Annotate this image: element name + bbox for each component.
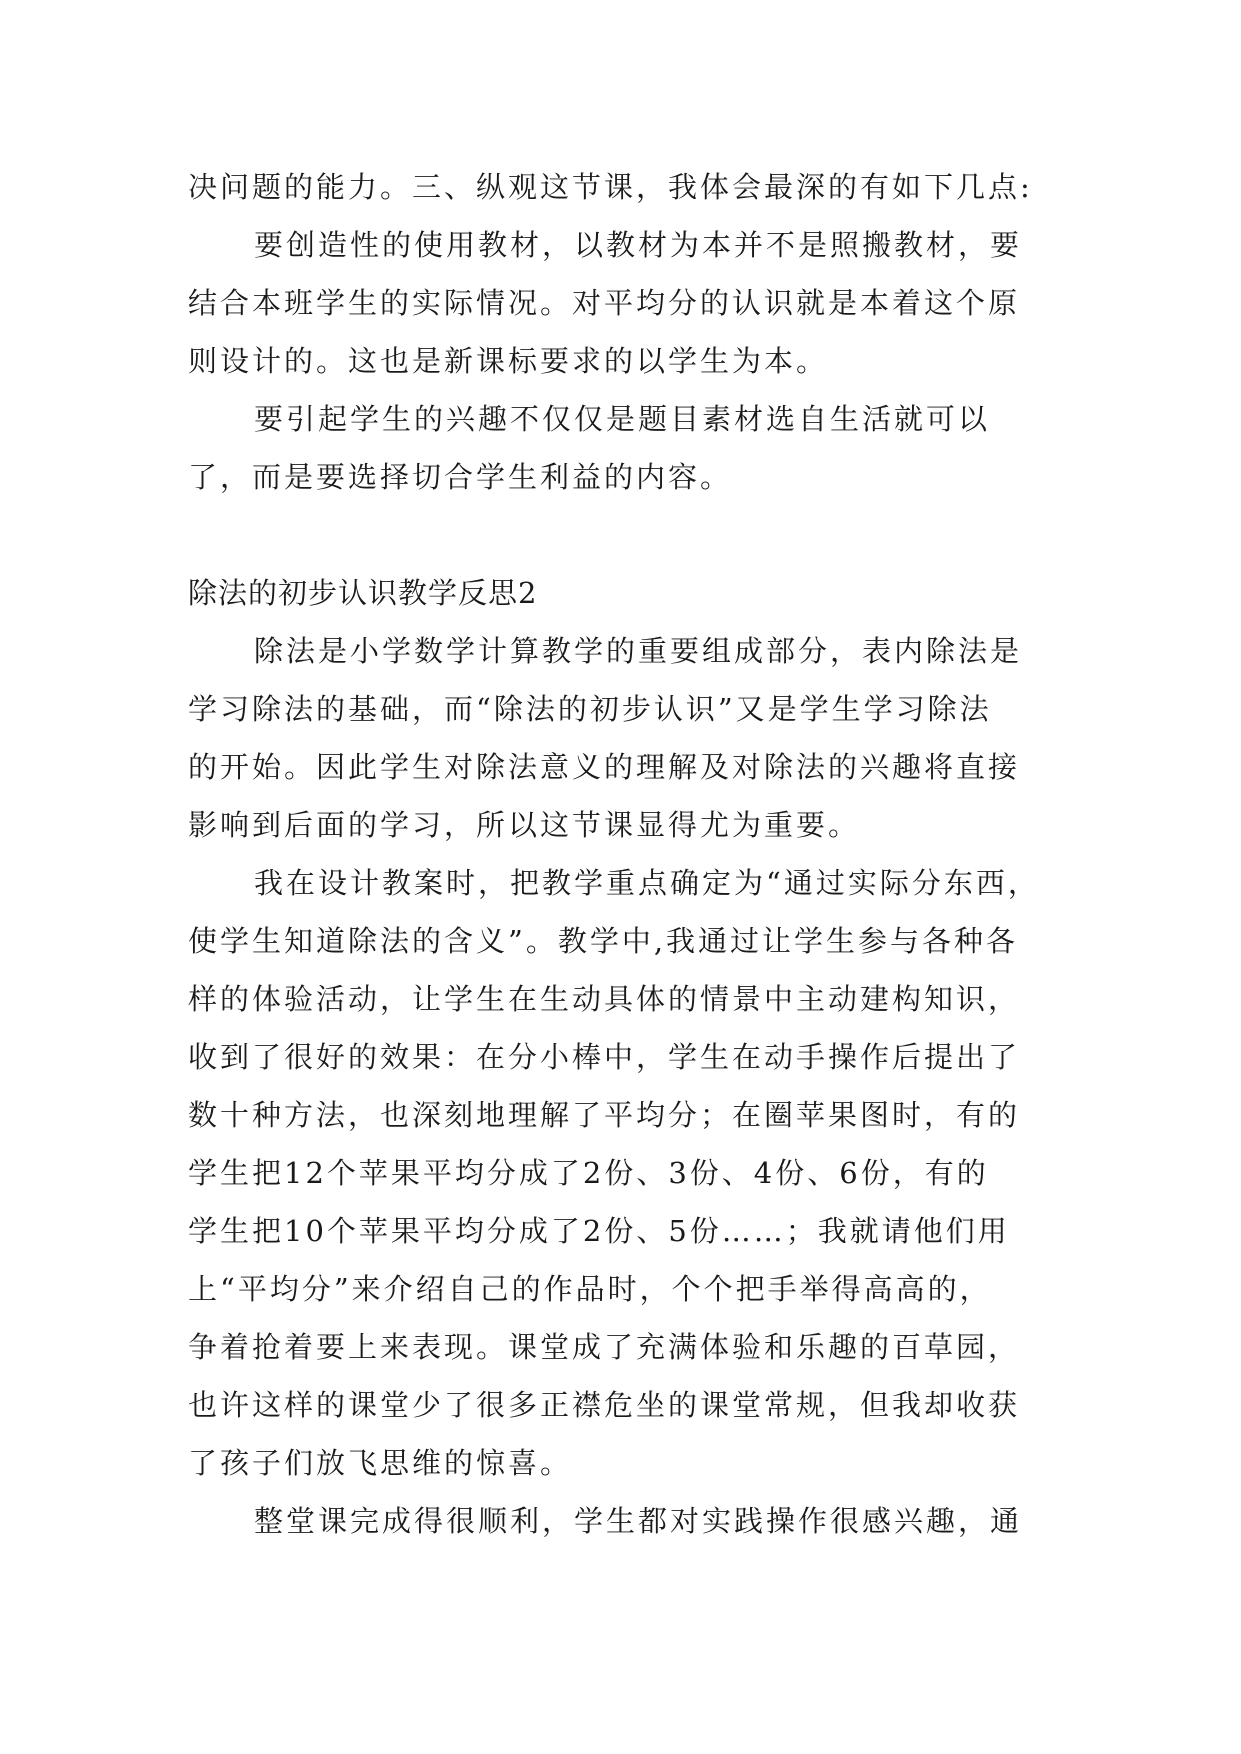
- text-line: 样的体验活动，让学生在生动具体的情景中主动建构知识，: [188, 982, 1021, 1016]
- text-line: 了孩子们放飞思维的惊喜。: [188, 1446, 573, 1480]
- text-line: 学生把10个苹果平均分成了2份、5份……；我就请他们用: [188, 1214, 1010, 1248]
- text-line: 学生把12个苹果平均分成了2份、3份、4份、6份，有的: [188, 1156, 989, 1190]
- text-line: 上“平均分”来介绍自己的作品时，个个把手举得高高的，: [188, 1272, 992, 1306]
- text-line: 也许这样的课堂少了很多正襟危坐的课堂常规，但我却收获: [188, 1388, 1021, 1422]
- text-line: 争着抢着要上来表现。课堂成了充满体验和乐趣的百草园，: [188, 1330, 1021, 1364]
- text-line: 结合本班学生的实际情况。对平均分的认识就是本着这个原: [188, 286, 1021, 320]
- text-line: 收到了很好的效果：在分小棒中，学生在动手操作后提出了: [188, 1040, 1021, 1074]
- paragraph-first-line: 要创造性的使用教材，以教材为本并不是照搬教材，要: [254, 228, 1023, 262]
- text-line: 了，而是要选择切合学生利益的内容。: [188, 460, 733, 494]
- text-line: 的开始。因此学生对除法意义的理解及对除法的兴趣将直接: [188, 750, 1021, 784]
- text-line: 决问题的能力。三、纵观这节课，我体会最深的有如下几点:: [188, 170, 1033, 204]
- paragraph-first-line: 我在设计教案时，把教学重点确定为“通过实际分东西，: [254, 866, 1040, 900]
- text-line: 影响到后面的学习，所以这节课显得尤为重要。: [188, 808, 861, 842]
- paragraph-first-line: 整堂课完成得很顺利，学生都对实践操作很感兴趣，通: [254, 1504, 1023, 1538]
- text-line: 使学生知道除法的含义”。教学中,我通过让学生参与各种各: [188, 924, 1019, 958]
- paragraph-first-line: 除法是小学数学计算教学的重要组成部分，表内除法是: [254, 634, 1023, 668]
- text-line: 则设计的。这也是新课标要求的以学生为本。: [188, 344, 829, 378]
- text-line: 学习除法的基础，而“除法的初步认识”又是学生学习除法: [188, 692, 992, 726]
- document-text: [188, 158, 1048, 1550]
- text-line: 数十种方法，也深刻地理解了平均分；在圈苹果图时，有的: [188, 1098, 1021, 1132]
- blank-line: [188, 506, 1048, 564]
- section-title: 除法的初步认识教学反思2: [188, 576, 538, 610]
- paragraph-first-line: 要引起学生的兴趣不仅仅是题目素材选自生活就可以: [254, 402, 991, 436]
